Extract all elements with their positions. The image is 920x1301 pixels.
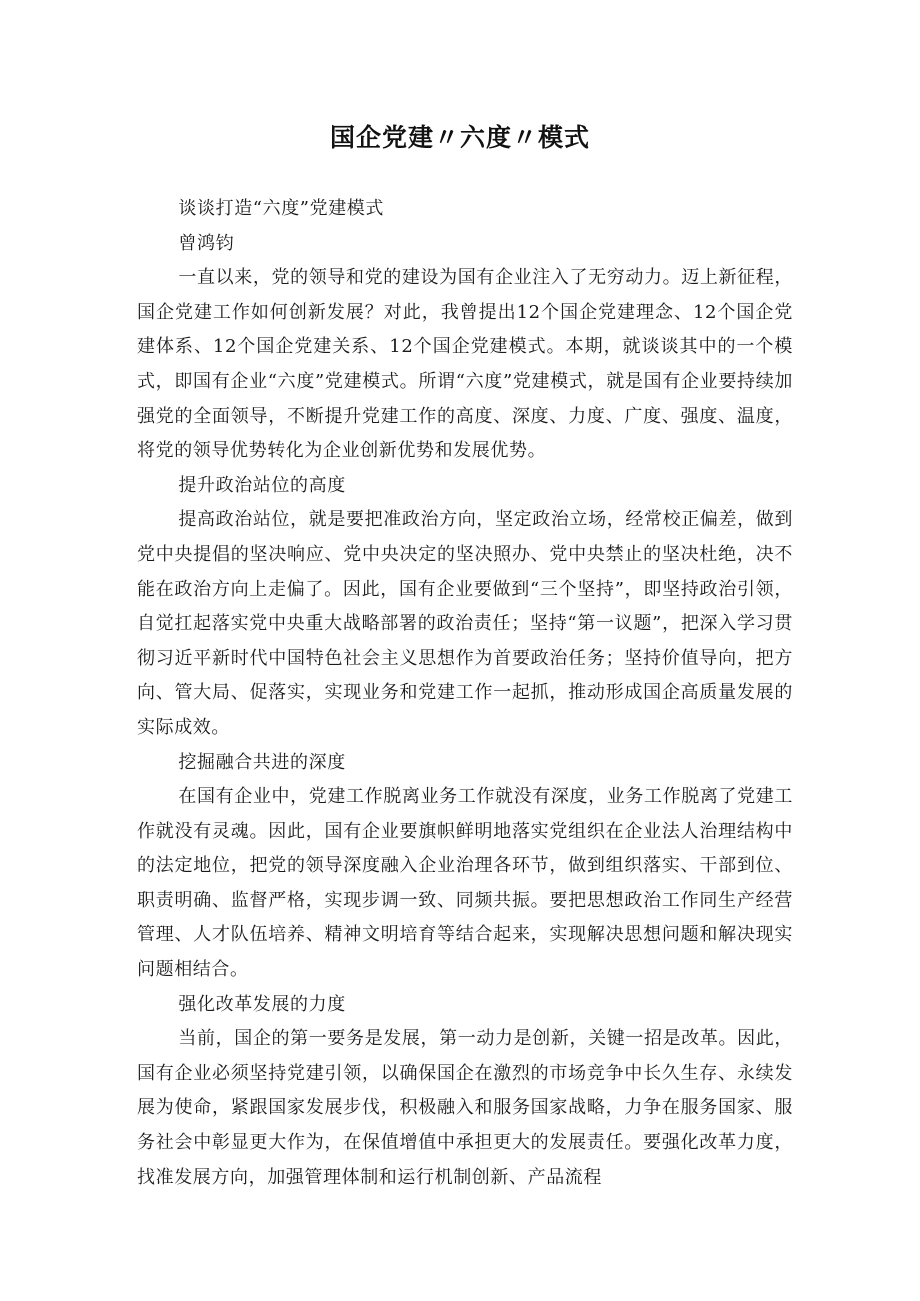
section-heading-depth: 挖掘融合共进的深度 (178, 751, 346, 773)
document-title: 国企党建〃六度〃模式 (329, 123, 590, 152)
document-body (137, 192, 793, 1195)
section-body-strength: 当前，国企的第一要务是发展，第一动力是创新，关键一招是改革。因此，国有企业必须坚持党建引领，以确保国企在激烈的市场竞争中长久生存、永续发展为使命，紧跟国家发展步伐，积极融入和服务国家战略，力争在服务国家、服务社会中彰显更大作为，在保值增值中承担更大的发展责任。要强化改革力度，找准发展方向，加强管理体制和运行机制创新、产品流程 (137, 1028, 793, 1188)
section-body-depth: 在国有企业中，党建工作脱离业务工作就没有深度，业务工作脱离了党建工作就没有灵魂。因此，国有企业要旗帜鲜明地落实党组织在企业法人治理结构中的法定地位，把党的领导深度融入企业治理各环节，做到组织落实、干部到位、职责明确、监督严格，实现步调一致、同频共振。要把思想政治工作同生产经营管理、人才队伍培养、精神文明培育等结合起来，实现解决思想问题和解决现实问题相结合。 (137, 786, 793, 981)
intro-paragraph: 一直以来，党的领导和党的建设为国有企业注入了无穷动力。迈上新征程，国企党建工作如何创新发展？对此，我曾提出12个国企党建理念、12个国企党建体系、12个国企党建关系、12个国企党建模式。本期，就谈谈其中的一个模式，即国有企业“六度”党建模式。所谓“六度”党建模式，就是国有企业要持续加强党的全面领导，不断提升党建工作的高度、深度、力度、广度、强度、温度，将党的领导优势转化为企业创新优势和发展优势。 (137, 267, 793, 462)
article-author: 曾鸿钧 (178, 232, 235, 254)
section-heading-strength: 强化改革发展的力度 (178, 993, 346, 1015)
article-subtitle: 谈谈打造“六度”党建模式 (178, 198, 384, 219)
section-heading-height: 提升政治站位的高度 (178, 474, 346, 496)
section-body-height: 提高政治站位，就是要把准政治方向，坚定政治立场，经常校正偏差，做到党中央提倡的坚决响应、党中央决定的坚决照办、党中央禁止的坚决杜绝，决不能在政治方向上走偏了。因此，国有企业要做到“三个坚持”，即坚持政治引领，自觉扛起落实党中央重大战略部署的政治责任；坚持“第一议题”，把深入学习贯彻习近平新时代中国特色社会主义思想作为首要政治任务；坚持价值导向，把方向、管大局、促落实，实现业务和党建工作一起抓，推动形成国企高质量发展的实际成效。 (137, 509, 793, 738)
